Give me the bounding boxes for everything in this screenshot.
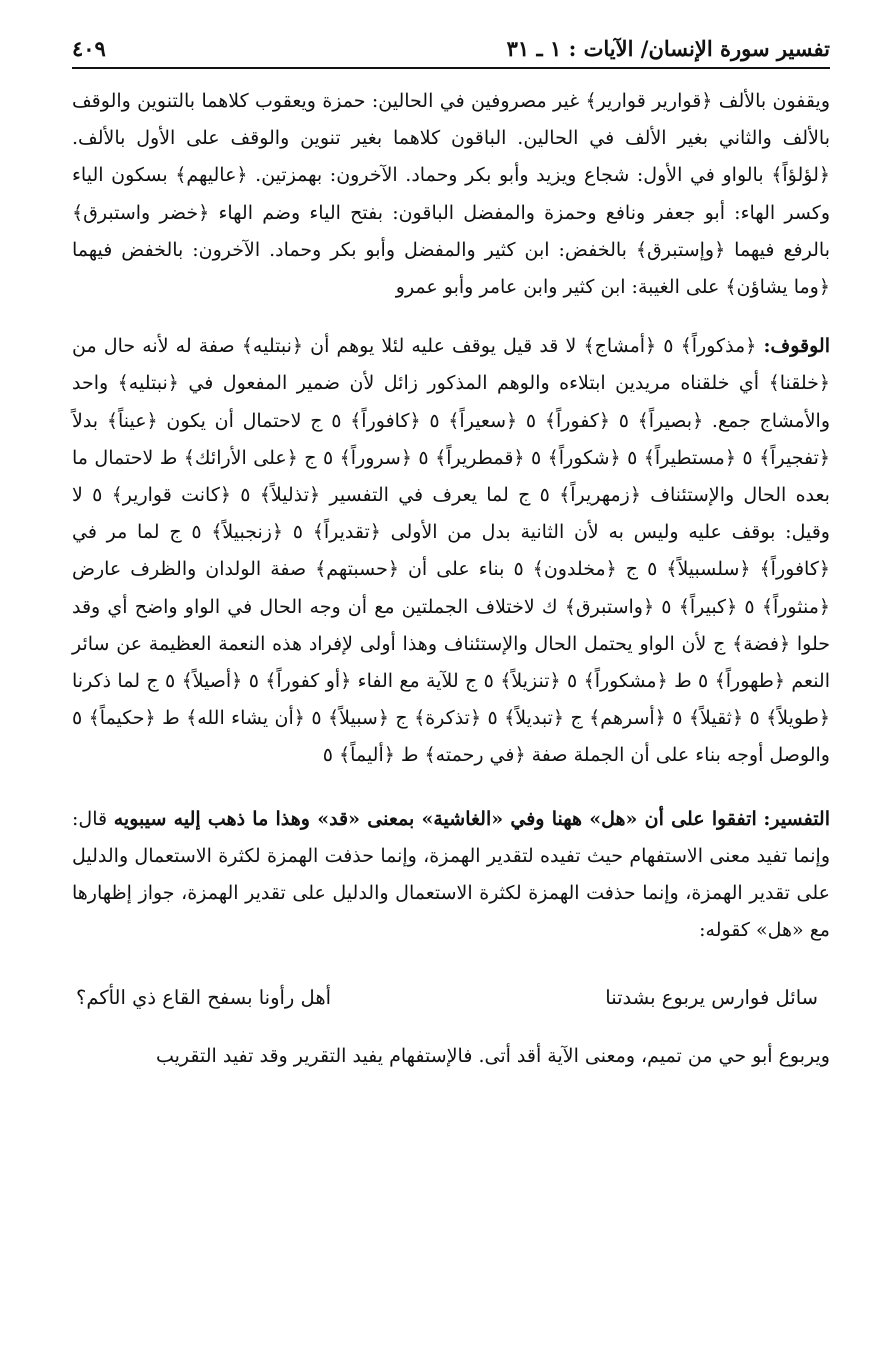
waqf-heading: الوقوف: <box>763 335 830 358</box>
header-title: تفسير سورة الإنسان/ الآيات : ١ ـ ٣١ <box>506 36 830 61</box>
verse-first-hemistich: سائل فوارس يربوع بشدتنا <box>605 986 818 1010</box>
poetry-verse <box>72 979 830 1016</box>
tafsir-paragraph <box>72 801 830 950</box>
running-header <box>72 36 830 67</box>
page-number: ٤٠٩ <box>72 36 106 61</box>
tafsir-text: قال: وإنما تفيد معنى الاستفهام حيث تفيده لتقدير الهمزة، وإنما حذفت الهمزة لكثرة الاستعمال والدليل على تقدير الهمزة، وإنما حذفت الهمزة لكثرة الاستعمال والدليل على تقدير الهمزة، جواز إظهارها مع «هل» كقوله: <box>72 807 830 942</box>
tafsir-lead: اتفقوا على أن «هل» ههنا وفي «الغاشية» بمعنى «قد» وهذا ما ذهب إليه سيبويه <box>113 807 757 830</box>
qiraat-paragraph: ويقفون بالألف ﴿قوارير قوارير﴾ غير مصروفين في الحالين: حمزة ويعقوب كلاهما بالتنوين والوقف بالألف والثاني بغير الألف في الحالين. الباقون كلاهما بغير تنوين والوقف على الأول بالألف. ﴿لؤلؤاً﴾ بالواو في الأول: شجاع ويزيد وأبو بكر وحماد. الآخرون: بهمزتين. ﴿عاليهم﴾ بسكون الياء وكسر الهاء: أبو جعفر ونافع وحمزة والمفضل الباقون: بفتح الياء وضم الهاء ﴿خضر واستبرق﴾ بالرفع فيهما ﴿وإستبرق﴾ بالخفض: ابن كثير والمفضل وأبو بكر وحماد. الآخرون: بالخفض فيهما ﴿وما يشاؤن﴾ على الغيبة: ابن كثير وابن عامر وأبو عمرو <box>72 90 830 299</box>
waqf-paragraph <box>72 328 830 774</box>
closing-line: ويربوع أبو حي من تميم، ومعنى الآية أقد أتى. فالإستفهام يفيد التقرير وقد تفيد التقريب <box>155 1045 830 1068</box>
header-rule <box>72 67 830 69</box>
waqf-text: ﴿مذكوراً﴾ ٥ ﴿أمشاج﴾ لا قد قيل يوقف عليه لئلا يوهم أن ﴿نبتليه﴾ صفة له لأنه حال من ﴿خلقنا﴾ أي خلقناه مريدين ابتلاءه والوهم المذكور زائل لأن ضمير المفعول في ﴿نبتليه﴾ واحد والأمشاج جمع. ﴿بصيراً﴾ ٥ ﴿كفوراً﴾ ٥ ﴿سعيراً﴾ ٥ ﴿كافوراً﴾ ٥ ج لاحتمال أن يكون ﴿عيناً﴾ بدلاً ﴿تفجيراً﴾ ٥ ﴿مستطيراً﴾ ٥ ﴿شكوراً﴾ ٥ ﴿قمطريراً﴾ ٥ ﴿سروراً﴾ ٥ ج ﴿على الأرائك﴾ ط لاحتمال ما بعده الحال والإستئناف ﴿زمهريراً﴾ ٥ ج لما يعرف في التفسير ﴿تذليلاً﴾ ٥ ﴿كانت قوارير﴾ ٥ لا وقيل: بوقف عليه وليس به لأن الثانية بدل من الأولى ﴿تقديراً﴾ ٥ ﴿زنجبيلاً﴾ ٥ ج لما مر في ﴿كافوراً﴾ ﴿سلسبيلاً﴾ ٥ ج ﴿مخلدون﴾ ٥ بناء على أن ﴿حسبتهم﴾ صفة الولدان والظرف عارض ﴿منثوراً﴾ ٥ ﴿كبيراً﴾ ٥ ﴿واستبرق﴾ ك لاختلاف الجملتين مع أن وجه الحال في الواو واضح أي وقد حلوا ﴿فضة﴾ ج لأن الواو يحتمل الحال والإستئناف وهذا أولى لإفراد هذه النعمة العظيمة عن سائر النعم ﴿طهوراً﴾ ٥ ط ﴿مشكوراً﴾ ٥ ﴿تنزيلاً﴾ ٥ ج للآية مع الفاء ﴿أو كفوراً﴾ ٥ ﴿أصيلاً﴾ ٥ ج لما ذكرنا ﴿طويلاً﴾ ٥ ﴿ثقيلاً﴾ ٥ ﴿أسرهم﴾ ج ﴿تبديلاً﴾ ٥ ﴿تذكرة﴾ ج ﴿سبيلاً﴾ ٥ ﴿أن يشاء الله﴾ ط ﴿حكيماً﴾ ٥ والوصل أوجه بناء على أن الجملة صفة ﴿في رحمته﴾ ط ﴿أليماً﴾ ٥ <box>72 335 831 767</box>
book-page <box>72 36 830 1076</box>
verse-second-hemistich: أهل رأونا بسفح القاع ذي الأكم؟ <box>76 986 332 1010</box>
tafsir-heading: التفسير: <box>763 807 830 830</box>
